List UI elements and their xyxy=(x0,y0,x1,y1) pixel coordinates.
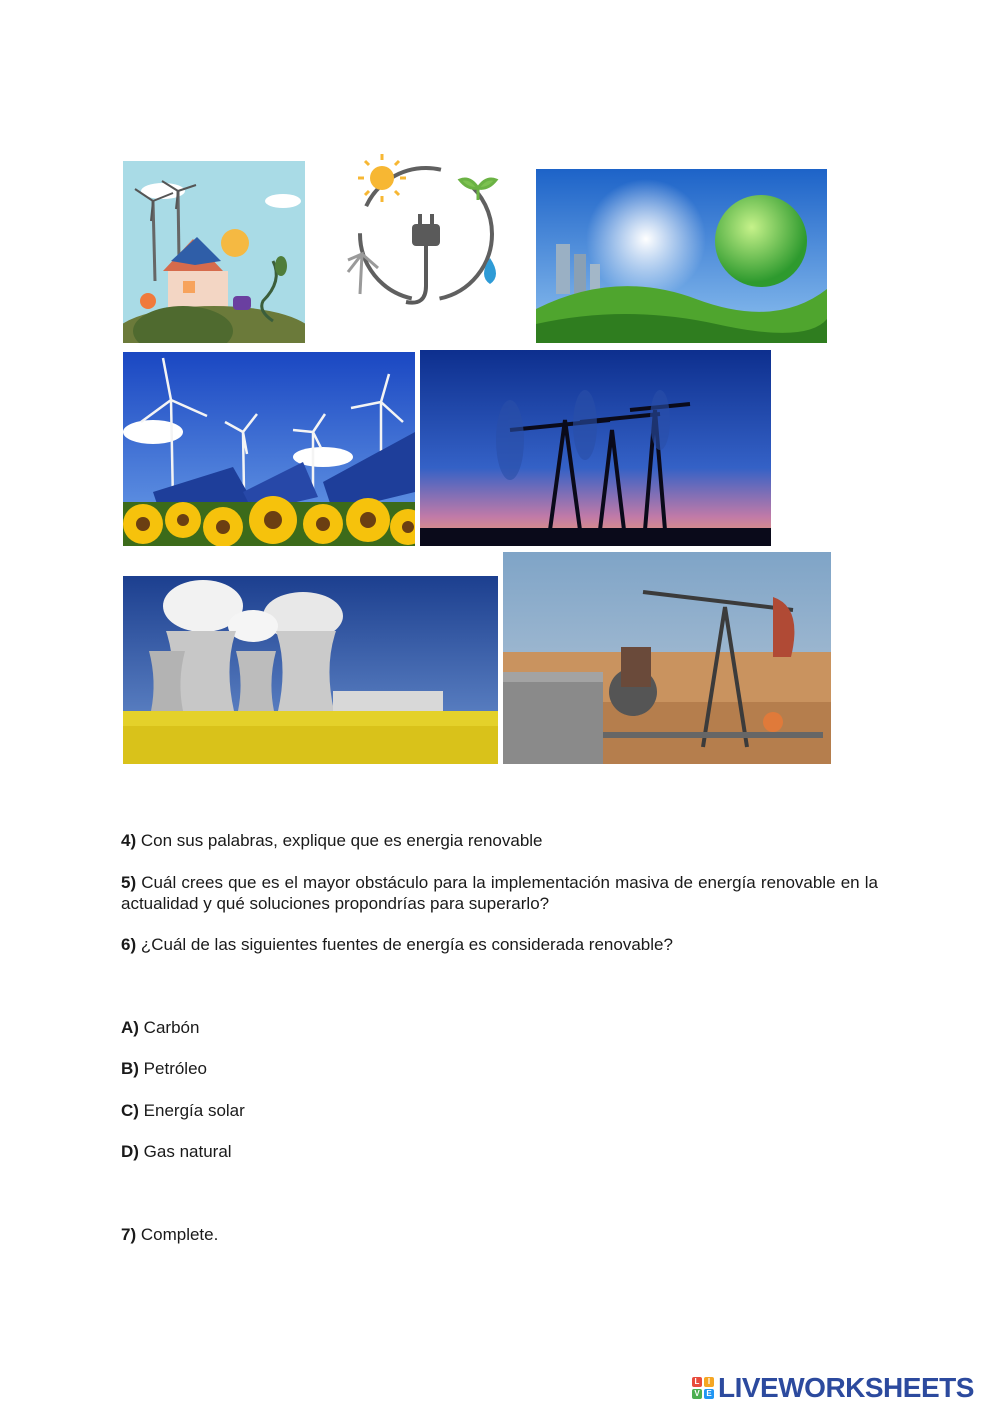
option-c xyxy=(121,1100,878,1121)
energy-cycle-image xyxy=(340,148,512,316)
nuclear-towers-image xyxy=(123,576,498,764)
logo-block-i: I xyxy=(704,1377,714,1387)
question-6-text: ¿Cuál de las siguientes fuentes de energía es considerada renovable? xyxy=(136,935,673,954)
option-d-text: Gas natural xyxy=(138,1142,232,1161)
option-d-letter: D) xyxy=(121,1142,139,1161)
question-4-number: 4) xyxy=(121,831,137,850)
green-globe-image xyxy=(536,169,827,343)
option-b-letter: B) xyxy=(121,1059,139,1078)
question-5-text: Cuál crees que es el mayor obstáculo para la implementación masiva de energía renovable en la actualidad y qué soluciones propondrías para superarlo? xyxy=(121,873,878,913)
option-c-text: Energía solar xyxy=(138,1101,245,1120)
house-solar-image xyxy=(123,161,305,343)
question-7-number: 7) xyxy=(121,1225,137,1244)
option-b xyxy=(121,1058,878,1079)
pumpjack-desert-image xyxy=(503,552,831,764)
question-4 xyxy=(121,830,878,851)
option-a-text: Carbón xyxy=(138,1018,200,1037)
solar-wind-sunflowers-image xyxy=(123,352,415,546)
question-5-number: 5) xyxy=(121,873,137,892)
logo-block-e: E xyxy=(704,1389,714,1399)
question-6-number: 6) xyxy=(121,935,137,954)
question-4-text: Con sus palabras, explique que es energia renovable xyxy=(136,831,543,850)
question-6 xyxy=(121,934,878,955)
option-a xyxy=(121,1017,878,1038)
option-b-text: Petróleo xyxy=(138,1059,207,1078)
logo-blocks-icon xyxy=(692,1377,714,1399)
option-a-letter: A) xyxy=(121,1018,139,1037)
question-7 xyxy=(121,1224,878,1245)
question-7-text: Complete. xyxy=(136,1225,219,1244)
logo-text: LIVEWORKSHEETS xyxy=(718,1372,974,1403)
logo-block-l: L xyxy=(692,1377,702,1387)
option-c-letter: C) xyxy=(121,1101,139,1120)
liveworksheets-logo xyxy=(692,1372,974,1404)
logo-block-v: V xyxy=(692,1389,702,1399)
question-5 xyxy=(121,872,878,914)
pumpjacks-dusk-image xyxy=(420,350,771,546)
option-d xyxy=(121,1141,878,1162)
